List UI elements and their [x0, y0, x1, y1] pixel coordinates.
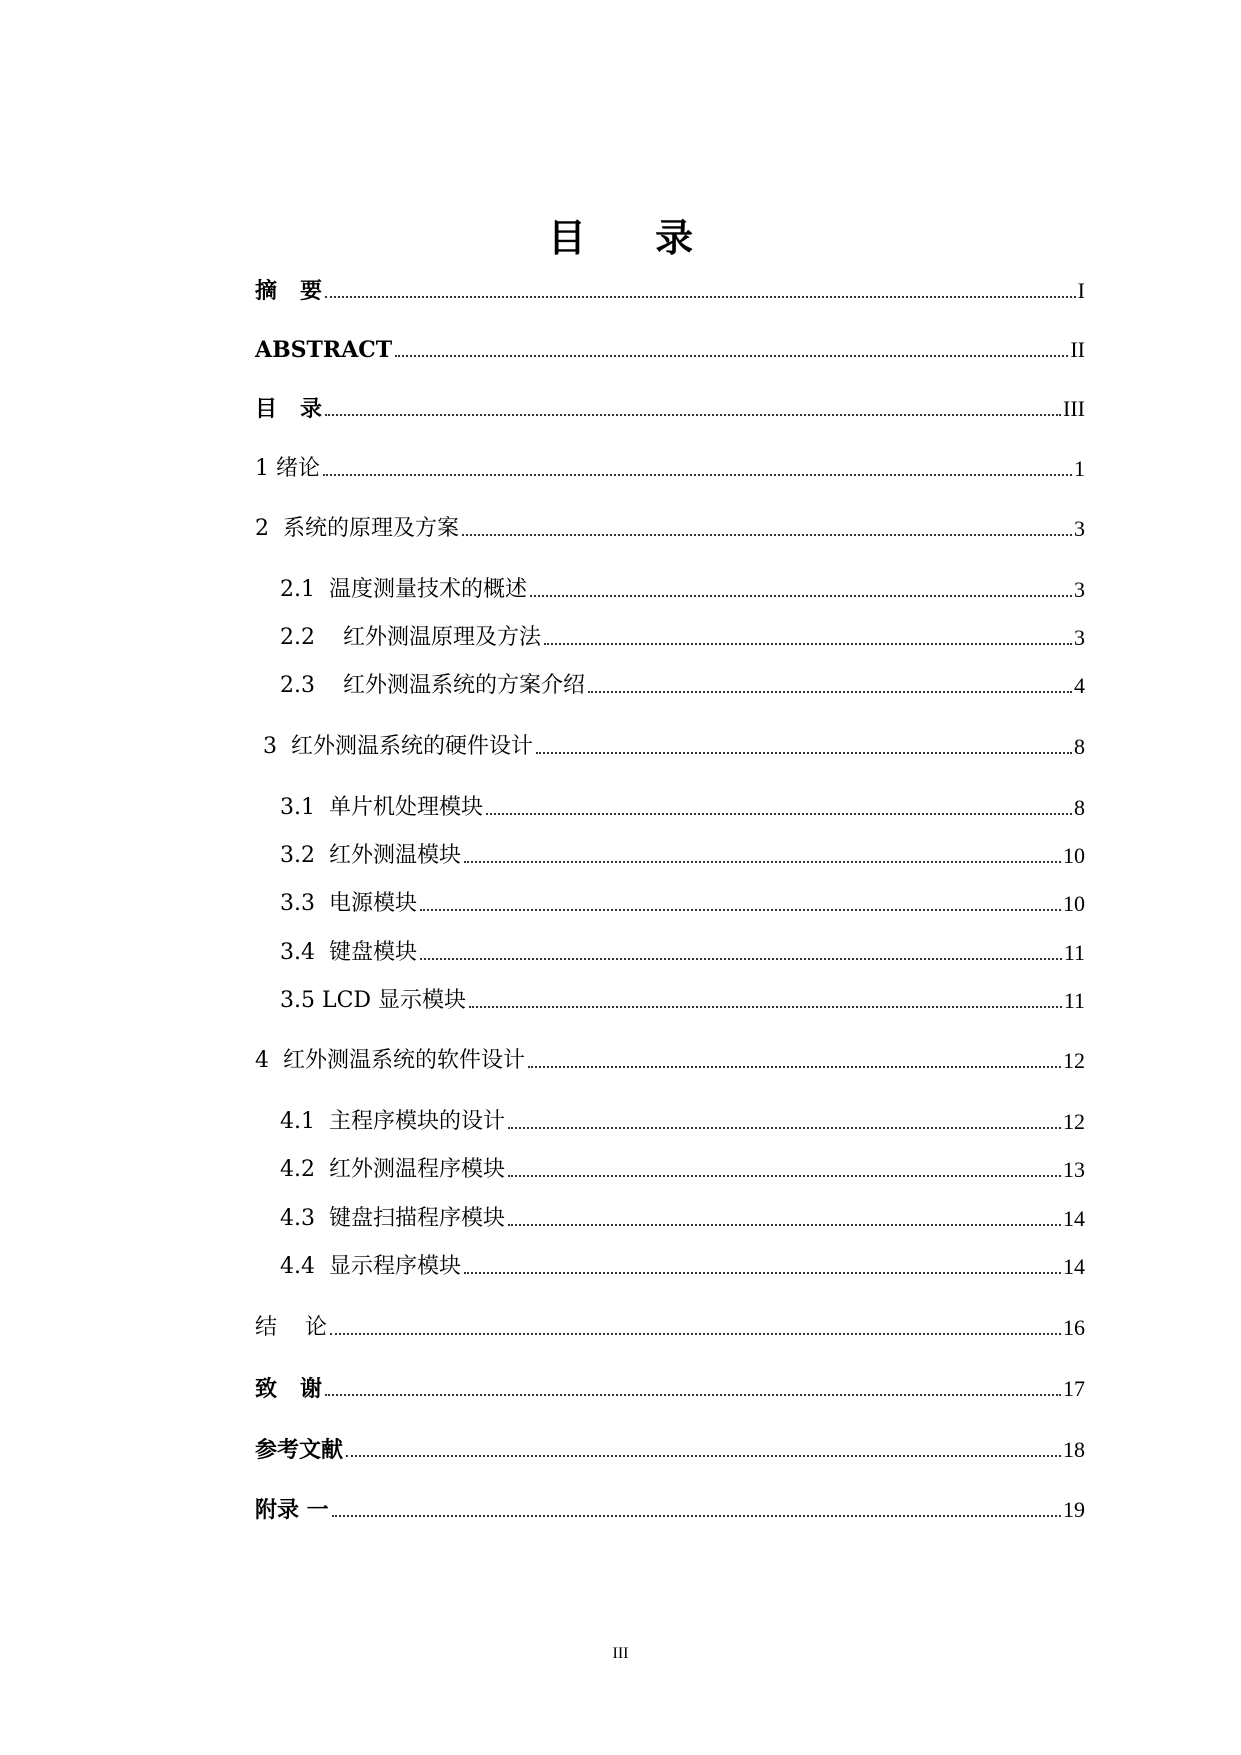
toc-entry-section-3-4[interactable]	[280, 937, 1085, 969]
toc-entry-page: 4	[1074, 673, 1085, 698]
toc-dot-leader	[420, 958, 1062, 960]
toc-entry-label: ABSTRACT	[255, 337, 393, 363]
toc-entry-page: III	[1063, 396, 1085, 421]
toc-entry-label: 2.1 温度测量技术的概述	[280, 577, 527, 602]
toc-entry-section-3-1[interactable]	[280, 792, 1085, 824]
toc-entry-chapter-4[interactable]	[255, 1045, 1085, 1077]
toc-entry-chapter-3[interactable]	[263, 731, 1085, 763]
toc-entry-page: 14	[1063, 1206, 1085, 1231]
page-number-footer: III	[612, 1645, 629, 1662]
toc-entry-label: 3.4 键盘模块	[280, 940, 417, 965]
toc-dot-leader	[588, 691, 1072, 693]
toc-entry-page: 17	[1063, 1376, 1085, 1401]
toc-entry-label: 2 系统的原理及方案	[255, 516, 459, 541]
toc-entry-label: 参考文献	[255, 1437, 344, 1463]
toc-entry-label: 4 红外测温系统的软件设计	[255, 1048, 525, 1073]
toc-entry-section-2-3[interactable]	[280, 670, 1085, 702]
toc-entry-page: 3	[1074, 625, 1085, 650]
toc-entry-label: 3.3 电源模块	[280, 891, 417, 916]
toc-entry-page: I	[1077, 278, 1085, 303]
toc-dot-leader	[544, 643, 1072, 645]
toc-entry-section-3-3[interactable]	[280, 888, 1085, 920]
toc-entry-section-2-2[interactable]	[280, 622, 1085, 654]
toc-dot-leader	[462, 534, 1072, 536]
toc-dot-leader	[486, 813, 1072, 815]
toc-entry-page: 10	[1063, 891, 1085, 916]
toc-entry-page: 3	[1074, 577, 1085, 602]
toc-dot-leader	[530, 595, 1072, 597]
toc-entry-label: 2.2 红外测温原理及方法	[280, 625, 541, 650]
toc-dot-leader	[325, 414, 1061, 416]
toc-entry-page: 11	[1063, 988, 1085, 1013]
toc-entry-references[interactable]	[255, 1434, 1085, 1466]
toc-dot-leader	[420, 909, 1061, 911]
toc-dot-leader	[332, 1515, 1061, 1517]
toc-dot-leader	[325, 296, 1076, 298]
toc-entry-label: 结 论	[255, 1315, 327, 1340]
toc-entry-contents[interactable]	[255, 393, 1085, 425]
toc-entry-page: 8	[1074, 795, 1085, 820]
page-title: 目 录	[547, 215, 722, 260]
toc-entry-page: 3	[1074, 516, 1085, 541]
toc-entry-label: 3.1 单片机处理模块	[280, 795, 483, 820]
toc-entry-label: 1 绪论	[255, 456, 320, 481]
toc-entry-page: 12	[1063, 1109, 1085, 1134]
toc-entry-label: 4.3 键盘扫描程序模块	[280, 1206, 505, 1231]
toc-dot-leader	[325, 1394, 1061, 1396]
toc-entry-conclusion[interactable]	[255, 1312, 1085, 1344]
toc-entry-page: 14	[1063, 1254, 1085, 1279]
toc-entry-section-4-2[interactable]	[280, 1154, 1085, 1186]
toc-entry-abstract-en[interactable]	[255, 334, 1085, 366]
toc-entry-page: 13	[1063, 1157, 1085, 1182]
toc-entry-page: 11	[1063, 940, 1085, 965]
toc-dot-leader	[508, 1224, 1061, 1226]
toc-entry-label: 3.2 红外测温模块	[280, 843, 461, 868]
toc-dot-leader	[508, 1127, 1061, 1129]
toc-entry-section-4-4[interactable]	[280, 1251, 1085, 1283]
toc-dot-leader	[323, 474, 1072, 476]
toc-dot-leader	[508, 1175, 1061, 1177]
toc-entry-page: 8	[1074, 734, 1085, 759]
toc-entry-page: 18	[1063, 1437, 1085, 1462]
toc-dot-leader	[346, 1455, 1061, 1457]
toc-dot-leader	[395, 355, 1068, 357]
toc-entry-label: 目 录	[255, 396, 322, 422]
toc-entry-label: 4.1 主程序模块的设计	[280, 1109, 505, 1134]
toc-entry-page: 12	[1063, 1048, 1085, 1073]
toc-entry-page: 19	[1063, 1497, 1085, 1522]
toc-entry-label: 致 谢	[255, 1376, 322, 1402]
toc-entry-chapter-1[interactable]	[255, 453, 1085, 485]
toc-entry-acknowledgements[interactable]	[255, 1373, 1085, 1405]
toc-entry-label: 附录 一	[255, 1497, 329, 1523]
toc-entry-label: 3 红外测温系统的硬件设计	[263, 734, 533, 759]
toc-entry-abstract-cn[interactable]	[255, 275, 1085, 307]
toc-entry-label: 4.2 红外测温程序模块	[280, 1157, 505, 1182]
toc-dot-leader	[536, 752, 1072, 754]
toc-entry-section-3-5[interactable]	[280, 985, 1085, 1017]
toc-dot-leader	[528, 1066, 1061, 1068]
toc-entry-section-4-1[interactable]	[280, 1106, 1085, 1138]
toc-dot-leader	[464, 1272, 1061, 1274]
toc-entry-label: 摘 要	[255, 278, 322, 304]
toc-entry-label: 4.4 显示程序模块	[280, 1254, 461, 1279]
toc-entry-appendix-1[interactable]	[255, 1494, 1085, 1526]
toc-entry-section-3-2[interactable]	[280, 840, 1085, 872]
toc-entry-label: 2.3 红外测温系统的方案介绍	[280, 673, 585, 698]
toc-entry-label: 3.5 LCD 显示模块	[280, 988, 467, 1013]
toc-dot-leader	[330, 1333, 1061, 1335]
toc-entry-section-4-3[interactable]	[280, 1203, 1085, 1235]
toc-entry-page: 10	[1063, 843, 1085, 868]
toc-entry-section-2-1[interactable]	[280, 574, 1085, 606]
toc-entry-page: 16	[1063, 1315, 1085, 1340]
toc-entry-chapter-2[interactable]	[255, 513, 1085, 545]
toc-entry-page: II	[1070, 337, 1085, 362]
toc-dot-leader	[464, 861, 1061, 863]
toc-dot-leader	[469, 1006, 1062, 1008]
toc-entry-page: 1	[1074, 456, 1085, 481]
